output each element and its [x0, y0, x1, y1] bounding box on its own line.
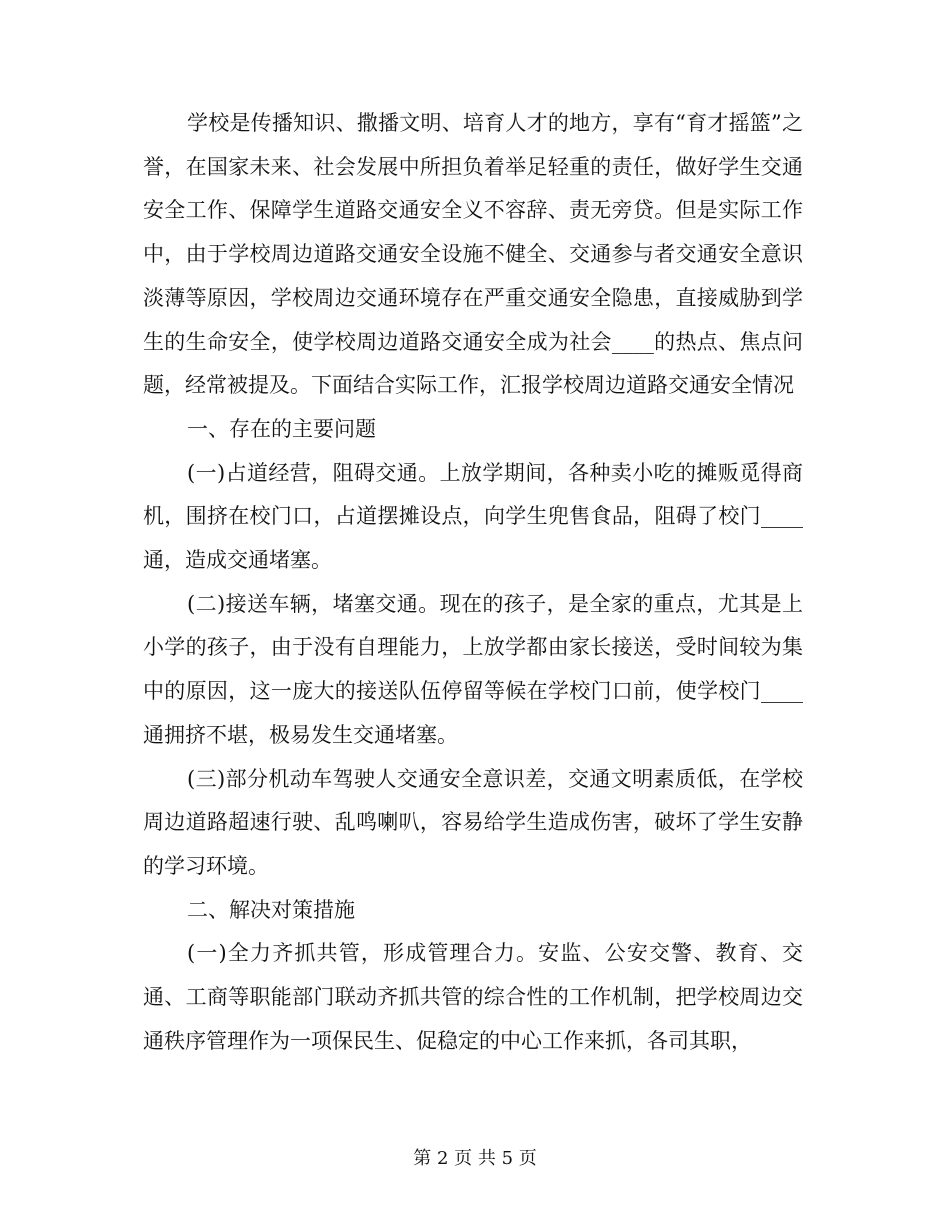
document-body: [143, 102, 803, 1063]
paragraph-measure-1: (一)全力齐抓共管，形成管理合力。安监、公安交警、教育、交通、工商等职能部门联动齐抓共管的综合性的工作机制，把学校周边交通秩序管理作为一项保民生、促稳定的中心工作来抓，各司其职，: [143, 941, 803, 1053]
paragraph-problem-2: (二)接送车辆，堵塞交通。现在的孩子，是全家的重点，尤其是上小学的孩子，由于没有自理能力，上放学都由家长接送，受时间较为集中的原因，这一庞大的接送队伍停留等候在学校门口前，使学校门____通拥挤不堪，极易发生交通堵塞。: [143, 591, 803, 747]
paragraph-problem-1: (一)占道经营，阻碍交通。上放学期间，各种卖小吃的摊贩觅得商机，围挤在校门口，占道摆摊设点，向学生兜售食品，阻碍了校门____通，造成交通堵塞。: [143, 460, 803, 573]
heading-countermeasures: 二、解决对策措施: [187, 897, 355, 922]
page-footer: 第 2 页 共 5 页: [413, 1148, 537, 1169]
paragraph-intro: 学校是传播知识、撒播文明、培育人才的地方，享有“育才摇篮”之誉，在国家未来、社会发展中所担负着举足轻重的责任，做好学生交通安全工作、保障学生道路交通安全义不容辞、责无旁贷。但是实际工作中，由于学校周边道路交通安全设施不健全、交通参与者交通安全意识淡薄等原因，学校周边交通环境存在严重交通安全隐患，直接威胁到学生的生命安全，使学校周边道路交通安全成为社会____的热点、焦点问题，经常被提及。下面结合实际工作，汇报学校周边道路交通安全情况: [143, 111, 803, 398]
heading-main-problems: 一、存在的主要问题: [187, 416, 376, 441]
paragraph-problem-3: (三)部分机动车驾驶人交通安全意识差，交通文明素质低，在学校周边道路超速行驶、乱鸣喇叭，容易给学生造成伤害，破坏了学生安静的学习环境。: [143, 766, 803, 878]
